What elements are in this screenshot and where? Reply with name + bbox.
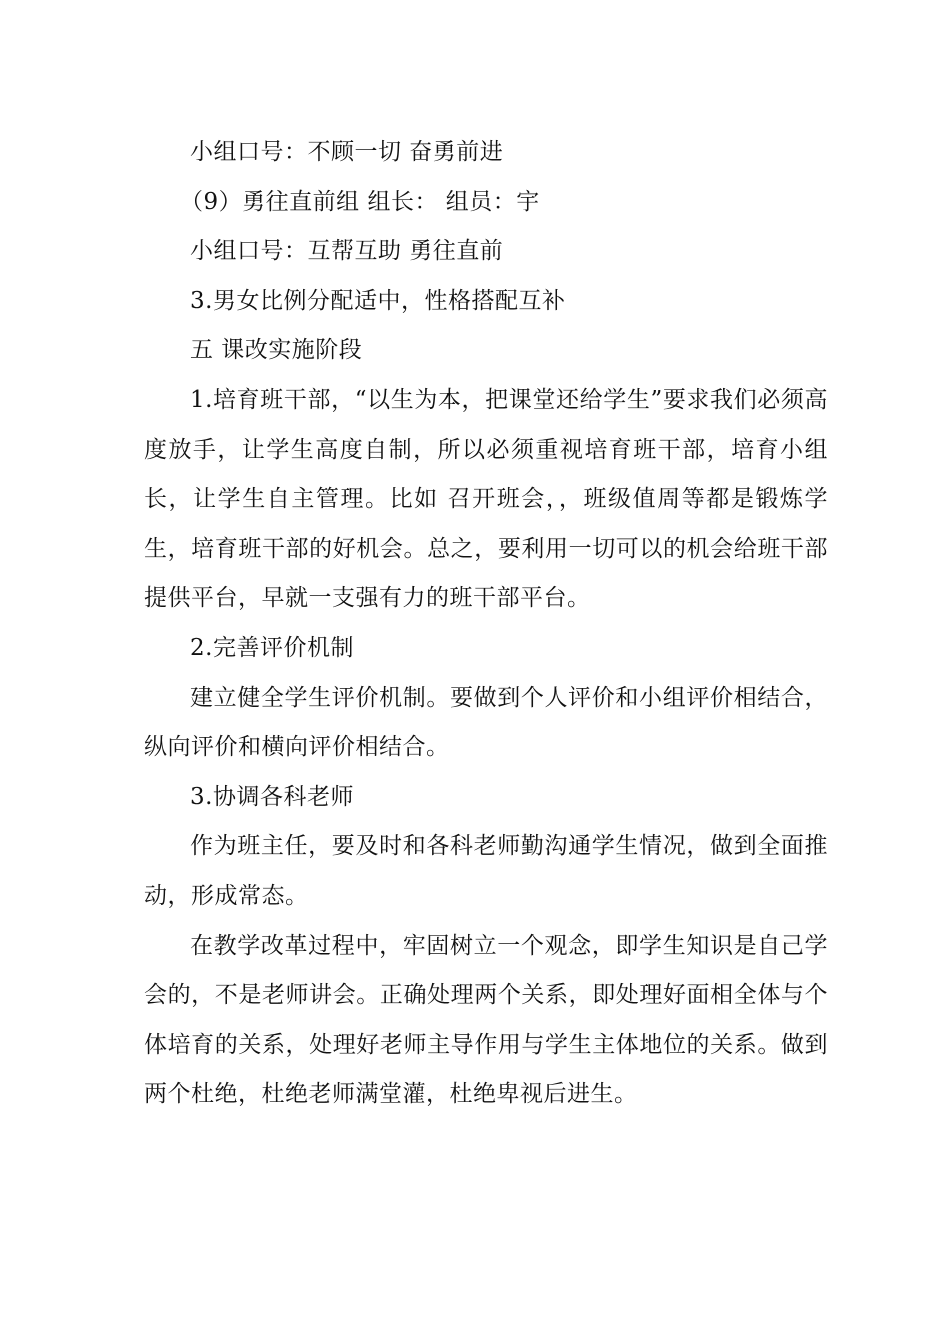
teachers-heading: 3.协调各科老师 — [190, 783, 354, 810]
teachers-paragraph: 作为班主任，要及时和各科老师勤沟通学生情况，做到全面推动，形成常态。 — [144, 833, 828, 909]
section-heading: 五 课改实施阶段 — [190, 337, 363, 364]
group-nine-paragraph: （9）勇往直前组 组长： 组员：宇 — [180, 188, 540, 215]
group-slogan-paragraph: 小组口号：互帮互助 勇往直前 — [190, 238, 504, 265]
document-body — [144, 128, 828, 1120]
evaluation-paragraph: 建立健全学生评价机制。要做到个人评价和小组评价相结合，纵向评价和横向评价相结合。 — [144, 684, 828, 761]
class-cadre-paragraph: 1.培育班干部，“以生为本，把课堂还给学生”要求我们必须高度放手，让学生高度自制，所以必须重视培育班干部，培育小组长，让学生自主管理。比如 召开班会，，班级值周等都是锻炼学生，培育班干部的好机会。总之，要利用一切可以的机会给班干部提供平台，早就一支强有力的班干部平台。 — [144, 386, 828, 612]
gender-ratio-paragraph: 3.男女比例分配适中，性格搭配互补 — [190, 287, 566, 314]
reform-paragraph: 在教学改革过程中，牢固树立一个观念，即学生知识是自己学会的，不是老师讲会。正确处理两个关系，即处理好面相全体与个体培育的关系，处理好老师主导作用与学生主体地位的关系。做到两个杜绝，杜绝老师满堂灌，杜绝卑视后进生。 — [144, 932, 828, 1108]
group-slogan-paragraph: 小组口号：不顾一切 奋勇前进 — [190, 139, 504, 165]
evaluation-heading: 2.完善评价机制 — [190, 634, 354, 661]
